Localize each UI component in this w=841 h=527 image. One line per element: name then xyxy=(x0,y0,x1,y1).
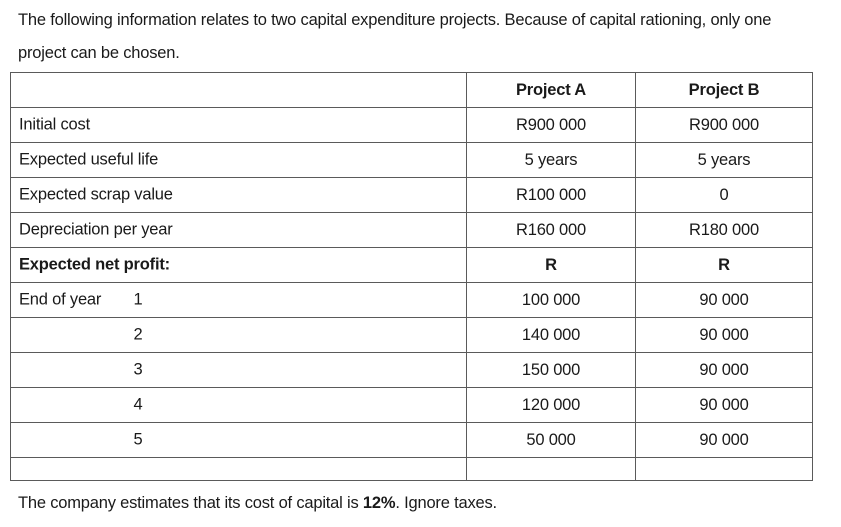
intro-line-2: project can be chosen. xyxy=(18,44,180,62)
spacer-cell xyxy=(636,458,813,481)
row-useful-life xyxy=(11,143,813,178)
header-project-a: Project A xyxy=(467,73,636,108)
row-label-cell xyxy=(11,388,467,423)
row-profit-year-5 xyxy=(11,423,813,458)
row-profit-year-4 xyxy=(11,388,813,423)
row-label-cell xyxy=(11,423,467,458)
cost-of-capital-rate: 12% xyxy=(362,494,396,512)
footer-text-before: The company estimates that its cost of capital is xyxy=(18,494,363,512)
row-depreciation xyxy=(11,213,813,248)
row-label-cell xyxy=(11,318,467,353)
row-label: Expected useful life xyxy=(19,150,159,169)
table-header-row xyxy=(11,73,813,108)
project-a-value: 50 000 xyxy=(467,423,636,458)
row-profit-year-2 xyxy=(11,318,813,353)
row-label: Expected net profit: xyxy=(19,255,170,274)
intro-paragraph xyxy=(18,4,828,70)
row-initial-cost xyxy=(11,108,813,143)
project-a-value: R100 000 xyxy=(467,178,636,213)
project-b-value: 90 000 xyxy=(636,318,813,353)
row-label-cell xyxy=(11,353,467,388)
project-b-value: 90 000 xyxy=(636,353,813,388)
project-b-value: 90 000 xyxy=(636,423,813,458)
project-a-value: 100 000 xyxy=(467,283,636,318)
row-net-profit-heading xyxy=(11,248,813,283)
row-label-cell xyxy=(11,108,467,143)
year-number: 3 xyxy=(133,360,143,379)
spacer-cell xyxy=(467,458,636,481)
project-a-value: 150 000 xyxy=(467,353,636,388)
project-a-value: 120 000 xyxy=(467,388,636,423)
project-b-value: 0 xyxy=(636,178,813,213)
year-number: 4 xyxy=(133,395,143,414)
row-label-cell xyxy=(11,178,467,213)
end-of-year-label: End of year xyxy=(19,290,102,309)
project-b-value: 5 years xyxy=(636,143,813,178)
intro-line-1: The following information relates to two capital expenditure projects. Because of capital rationing, only one xyxy=(18,11,772,29)
row-label-cell xyxy=(11,283,467,318)
row-scrap-value xyxy=(11,178,813,213)
row-profit-year-3 xyxy=(11,353,813,388)
table-bottom-spacer-row xyxy=(11,458,813,481)
footer-text-after: . Ignore taxes. xyxy=(395,494,497,512)
row-label-cell xyxy=(11,248,467,283)
project-a-value: 140 000 xyxy=(467,318,636,353)
footer-note xyxy=(18,494,497,513)
year-number: 2 xyxy=(133,325,143,344)
project-b-value: R180 000 xyxy=(636,213,813,248)
row-label: Expected scrap value xyxy=(19,185,173,204)
row-profit-year-1 xyxy=(11,283,813,318)
project-b-value: R900 000 xyxy=(636,108,813,143)
project-b-value: 90 000 xyxy=(636,388,813,423)
row-label-cell xyxy=(11,213,467,248)
project-b-currency: R xyxy=(636,248,813,283)
header-project-b: Project B xyxy=(636,73,813,108)
row-label: Depreciation per year xyxy=(19,220,173,239)
year-number: 1 xyxy=(133,290,143,309)
project-a-currency: R xyxy=(467,248,636,283)
row-label-cell xyxy=(11,143,467,178)
projects-table xyxy=(10,72,813,481)
project-a-value: R160 000 xyxy=(467,213,636,248)
project-a-value: 5 years xyxy=(467,143,636,178)
project-a-value: R900 000 xyxy=(467,108,636,143)
year-number: 5 xyxy=(133,430,143,449)
header-blank-cell xyxy=(11,73,467,108)
spacer-cell xyxy=(11,458,467,481)
row-label: Initial cost xyxy=(19,115,90,134)
project-b-value: 90 000 xyxy=(636,283,813,318)
